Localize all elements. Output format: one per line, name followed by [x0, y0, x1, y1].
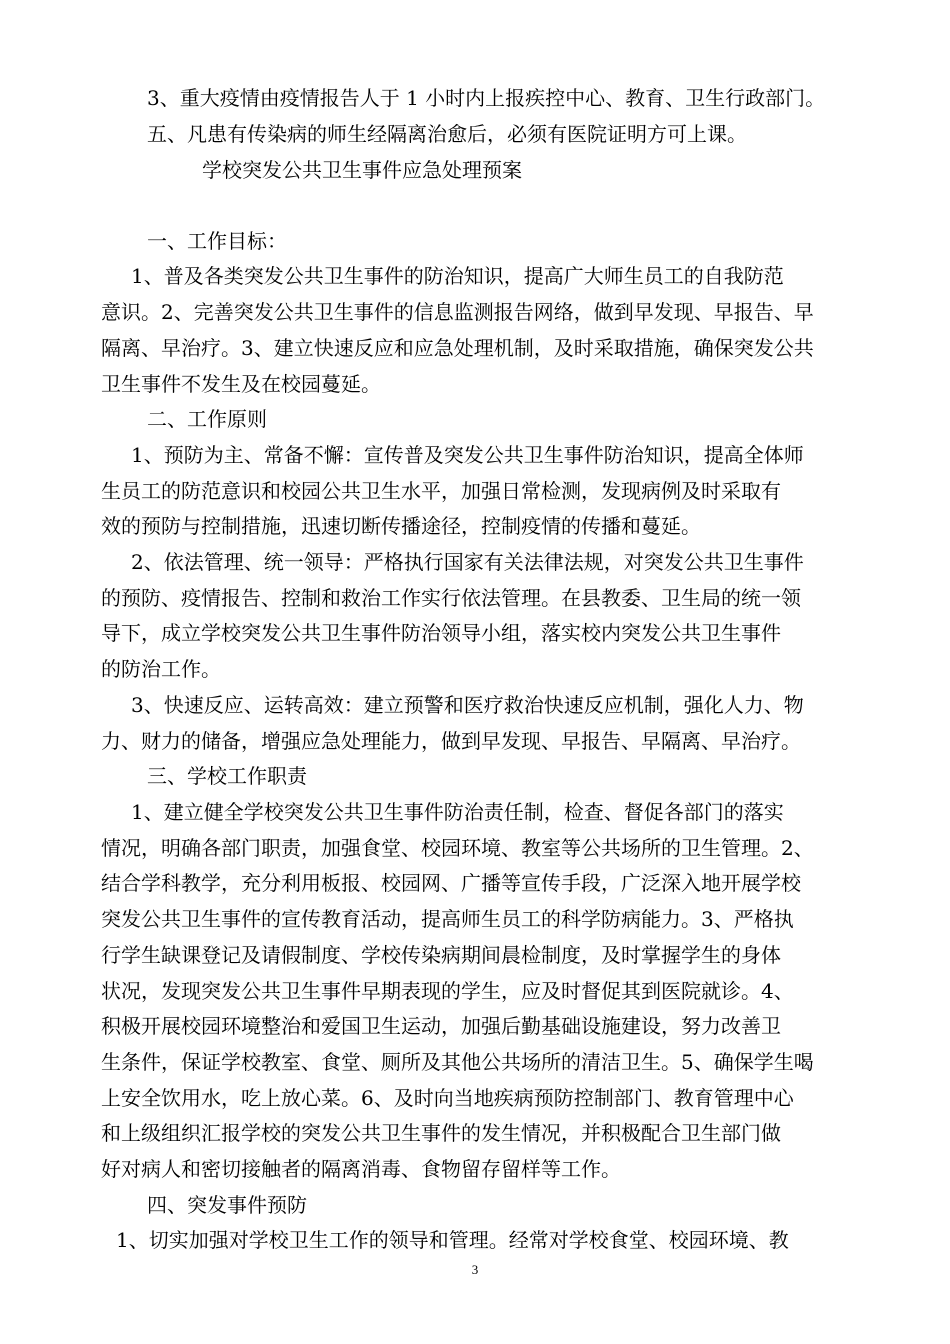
text-line: 结合学科教学，充分利用板报、校园网、广播等宣传手段，广泛深入地开展学校: [101, 871, 801, 895]
section-heading-4: 四、突发事件预防: [147, 1193, 307, 1217]
text-line: 3、快速反应、运转高效：建立预警和医疗救治快速反应机制，强化人力、物: [131, 693, 804, 717]
document-title: 学校突发公共卫生事件应急处理预案: [202, 158, 522, 182]
text-line: 上安全饮用水，吃上放心菜。6、及时向当地疾病预防控制部门、教育管理中心: [101, 1086, 794, 1110]
section-heading-1: 一、工作目标：: [147, 229, 287, 253]
page-number: 3: [471, 1262, 479, 1277]
text-line: 1、切实加强对学校卫生工作的领导和管理。经常对学校食堂、校园环境、教: [116, 1228, 789, 1252]
text-line: 卫生事件不发生及在校园蔓延。: [101, 372, 381, 396]
text-line: 1、预防为主、常备不懈：宣传普及突发公共卫生事件防治知识，提高全体师: [131, 443, 804, 467]
text-line: 生条件，保证学校教室、食堂、厕所及其他公共场所的清洁卫生。5、确保学生喝: [101, 1050, 814, 1074]
section-heading-3: 三、学校工作职责: [147, 764, 307, 788]
text-line: 1、建立健全学校突发公共卫生事件防治责任制，检查、督促各部门的落实: [131, 800, 784, 824]
text-line: 1、普及各类突发公共卫生事件的防治知识，提高广大师生员工的自我防范: [131, 264, 784, 288]
section-heading-2: 二、工作原则: [147, 407, 267, 431]
text-line: 的预防、疫情报告、控制和救治工作实行依法管理。在县教委、卫生局的统一领: [101, 586, 801, 610]
text-line: 和上级组织汇报学校的突发公共卫生事件的发生情况，并积极配合卫生部门做: [101, 1121, 781, 1145]
text-line: 情况，明确各部门职责，加强食堂、校园环境、教室等公共场所的卫生管理。2、: [101, 836, 814, 860]
text-line: 导下，成立学校突发公共卫生事件防治领导小组，落实校内突发公共卫生事件: [101, 621, 781, 645]
text-line: 力、财力的储备，增强应急处理能力，做到早发现、早报告、早隔离、早治疗。: [101, 729, 801, 753]
text-line: 行学生缺课登记及请假制度、学校传染病期间晨检制度，及时掌握学生的身体: [101, 943, 781, 967]
text-line: 效的预防与控制措施，迅速切断传播途径，控制疫情的传播和蔓延。: [101, 514, 701, 538]
text-line: 积极开展校园环境整治和爱国卫生运动，加强后勤基础设施建设，努力改善卫: [101, 1014, 781, 1038]
text-line: 好对病人和密切接触者的隔离消毒、食物留存留样等工作。: [101, 1157, 621, 1181]
text-line: 突发公共卫生事件的宣传教育活动，提高师生员工的科学防病能力。3、严格执: [101, 907, 794, 931]
text-line: 状况，发现突发公共卫生事件早期表现的学生，应及时督促其到医院就诊。4、: [101, 979, 794, 1003]
text-line: 的防治工作。: [101, 657, 221, 681]
text-line: 隔离、早治疗。3、建立快速反应和应急处理机制，及时采取措施，确保突发公共: [101, 336, 814, 360]
text-line: 2、依法管理、统一领导：严格执行国家有关法律法规，对突发公共卫生事件: [131, 550, 804, 574]
text-line: 生员工的防范意识和校园公共卫生水平，加强日常检测，发现病例及时采取有: [101, 479, 781, 503]
section-heading-5: 五、凡患有传染病的师生经隔离治愈后，必须有医院证明方可上课。: [147, 122, 747, 146]
text-line: 意识。2、完善突发公共卫生事件的信息监测报告网络，做到早发现、早报告、早: [101, 300, 814, 324]
text-line: 3、重大疫情由疫情报告人于 1 小时内上报疾控中心、教育、卫生行政部门。: [147, 86, 826, 110]
